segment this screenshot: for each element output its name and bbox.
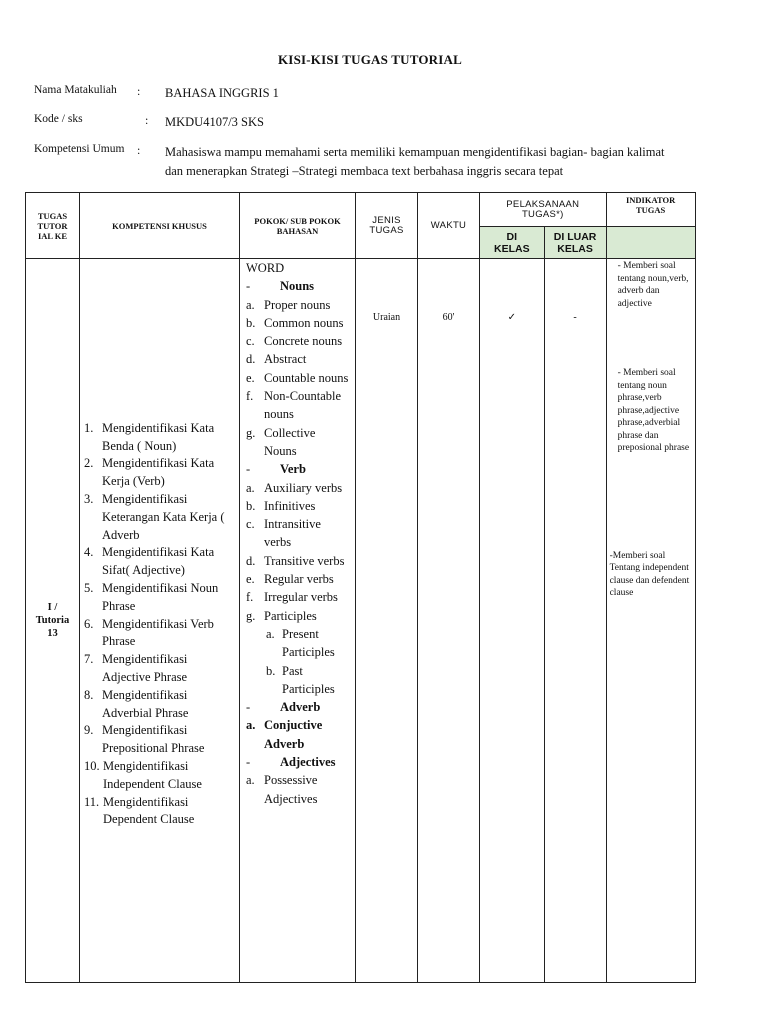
colon: :: [145, 113, 149, 127]
list-letter: b.: [246, 498, 256, 513]
list-item: [246, 716, 351, 753]
list-item: [246, 552, 351, 570]
list-text: Mengidentifikasi Adjective Phrase: [102, 652, 188, 684]
list-item: [246, 662, 351, 699]
section-heading: [246, 698, 351, 716]
list-number: 8.: [84, 687, 94, 702]
list-item: [246, 515, 351, 552]
cell-kompetensi-khusus: [80, 259, 240, 983]
cell-indikator: [606, 259, 695, 983]
indikator-item: -Memberi soal Tentang independent clause dan defendent clause: [609, 550, 690, 598]
list-item: [246, 296, 351, 314]
list-letter: e.: [246, 572, 255, 587]
list-letter: a.: [246, 718, 256, 733]
list-text: Irregular verbs: [264, 590, 338, 605]
header-waktu: WAKTU: [418, 193, 480, 259]
list-text: Transitive verbs: [264, 553, 345, 568]
list-item: [84, 616, 235, 652]
list-letter: a.: [246, 297, 255, 312]
list-text: Intransitive verbs: [264, 517, 321, 550]
indikator-item: - Memberi soal tentang noun phrase,verb phrase,adjective phrase,adverbial phrase dan preposional phrase: [617, 368, 690, 453]
list-letter: b.: [246, 315, 256, 330]
list-text: Countable nouns: [264, 370, 349, 385]
heading-text: Nouns: [280, 279, 315, 294]
header-indikator: INDIKATOR TUGAS: [606, 193, 695, 227]
list-text: Abstract: [264, 352, 307, 367]
list-text: Mengidentifikasi Kata Benda ( Noun): [102, 420, 215, 453]
dash-marker: -: [246, 279, 251, 294]
list-item: [84, 722, 235, 758]
header-pokok: POKOK/ SUB POKOK BAHASAN: [240, 193, 356, 259]
document-title: KISI-KISI TUGAS TUTORIAL: [278, 52, 462, 67]
list-number: 7.: [84, 652, 94, 667]
list-letter: g.: [246, 608, 256, 623]
heading-text: Adverb: [280, 700, 321, 715]
list-item: [84, 687, 235, 723]
list-letter: a.: [246, 773, 255, 788]
list-letter: c.: [246, 517, 255, 532]
list-letter: c.: [246, 334, 255, 349]
list-text: Infinitives: [264, 498, 316, 513]
list-text: Mengidentifikasi Independent Clause: [103, 758, 202, 791]
cell-di-luar-kelas: -: [544, 259, 606, 983]
word-heading: WORD: [246, 261, 285, 275]
cell-tugas-ke: I / Tutoria 13: [26, 259, 80, 983]
kompetensi-umum-value: Mahasiswa mampu memahami serta memiliki kemampuan mengidentifikasi bagian- bagian kalimat dan menerapkan Strategi –Strategi membaca text berbahasa inggris secara tepat: [165, 145, 665, 178]
list-text: Conjuctive Adverb: [264, 718, 323, 751]
list-item: [246, 350, 351, 368]
list-letter: a.: [246, 480, 255, 495]
list-item: [246, 771, 351, 808]
list-text: Participles: [264, 608, 317, 623]
header-indikator-sub: [606, 227, 695, 259]
table-row: [26, 259, 696, 983]
header-pelaksanaan: PELAKSANAAN TUGAS*): [480, 193, 607, 227]
section-heading: [246, 460, 351, 478]
list-letter: f.: [246, 590, 254, 605]
list-item: [84, 544, 235, 580]
nama-matakuliah-label: Nama Matakuliah: [34, 84, 117, 96]
list-letter: g.: [246, 425, 256, 440]
list-item: [84, 651, 235, 687]
header-tugas: TUGAS TUTOR IAL KE: [26, 193, 80, 259]
cell-jenis-tugas: Uraian: [356, 259, 418, 983]
list-number: 2.: [84, 456, 94, 471]
list-item: [246, 625, 351, 662]
list-text: Non-Countable nouns: [264, 389, 342, 422]
list-letter: e.: [246, 370, 255, 385]
list-item: [246, 607, 351, 625]
list-item: [246, 570, 351, 588]
list-text: Common nouns: [264, 315, 344, 330]
list-letter: d.: [246, 352, 256, 367]
heading-text: Verb: [280, 462, 306, 477]
indikator-item: - Memberi soal tentang noun,verb, adverb dan adjective: [617, 261, 689, 309]
list-text: Possessive Adjectives: [264, 773, 318, 806]
list-number: 3.: [84, 492, 94, 507]
list-item: [246, 332, 351, 350]
header-kompetensi: KOMPETENSI KHUSUS: [80, 193, 240, 259]
kisi-kisi-table: [25, 192, 696, 983]
list-number: 10.: [84, 758, 100, 773]
kompetensi-umum-label: Kompetensi Umum: [34, 143, 125, 155]
list-number: 1.: [84, 420, 94, 435]
list-item: [246, 497, 351, 515]
section-heading: [246, 277, 351, 295]
kode-sks-label: Kode / sks: [34, 113, 83, 125]
list-item: [84, 455, 235, 491]
list-text: Mengidentifikasi Noun Phrase: [102, 581, 219, 613]
list-item: [246, 424, 351, 461]
list-item: [246, 387, 351, 424]
cell-di-kelas: [480, 259, 545, 983]
list-item: [246, 314, 351, 332]
dash-marker: -: [246, 462, 251, 477]
list-text: Mengidentifikasi Prepositional Phrase: [102, 723, 205, 756]
list-text: Mengidentifikasi Dependent Clause: [103, 794, 195, 827]
list-item: [246, 479, 351, 497]
list-text: Auxiliary verbs: [264, 480, 343, 495]
list-text: Mengidentifikasi Adverbial Phrase: [102, 687, 189, 720]
list-item: [246, 369, 351, 387]
list-item: [84, 420, 235, 456]
colon: :: [137, 84, 141, 98]
list-letter: f.: [246, 389, 254, 404]
list-text: Present Participles: [282, 626, 335, 660]
list-number: 5.: [84, 581, 94, 595]
dash-marker: -: [246, 755, 251, 770]
list-text: Mengidentifikasi Keterangan Kata Kerja ( Adverb: [102, 492, 225, 542]
header-di-kelas: DI KELAS: [480, 227, 545, 259]
list-item: [84, 758, 235, 794]
list-item: [84, 491, 235, 544]
cell-waktu: 60': [418, 259, 480, 983]
header-di-luar-kelas: DI LUAR KELAS: [544, 227, 606, 259]
list-text: Regular verbs: [264, 572, 334, 587]
kode-sks-value: MKDU4107/3 SKS: [165, 115, 264, 129]
list-text: Mengidentifikasi Verb Phrase: [102, 616, 214, 649]
list-item: [246, 588, 351, 606]
list-letter: b.: [266, 663, 276, 678]
cell-pokok-bahasan: [240, 259, 356, 983]
list-number: 11.: [84, 794, 100, 809]
dash-marker: -: [246, 700, 251, 715]
list-number: 6.: [84, 616, 94, 631]
list-text: Concrete nouns: [264, 334, 343, 349]
list-text: Collective Nouns: [264, 425, 316, 458]
checkmark-icon: ✓: [507, 312, 516, 323]
list-item: [84, 794, 235, 830]
list-text: Past Participles: [282, 663, 335, 696]
section-heading: [246, 753, 351, 771]
list-number: 9.: [84, 723, 94, 738]
header-jenis-tugas: JENIS TUGAS: [356, 193, 418, 259]
nama-matakuliah-value: BAHASA INGGRIS 1: [165, 86, 279, 100]
list-item: [84, 580, 235, 616]
heading-text: Adjectives: [280, 755, 336, 770]
colon: :: [137, 143, 141, 157]
list-text: Proper nouns: [264, 297, 331, 312]
list-text: Mengidentifikasi Kata Kerja (Verb): [102, 456, 215, 489]
list-letter: a.: [266, 626, 275, 641]
list-text: Mengidentifikasi Kata Sifat( Adjective): [102, 545, 215, 578]
list-letter: d.: [246, 553, 256, 568]
list-number: 4.: [84, 545, 94, 560]
